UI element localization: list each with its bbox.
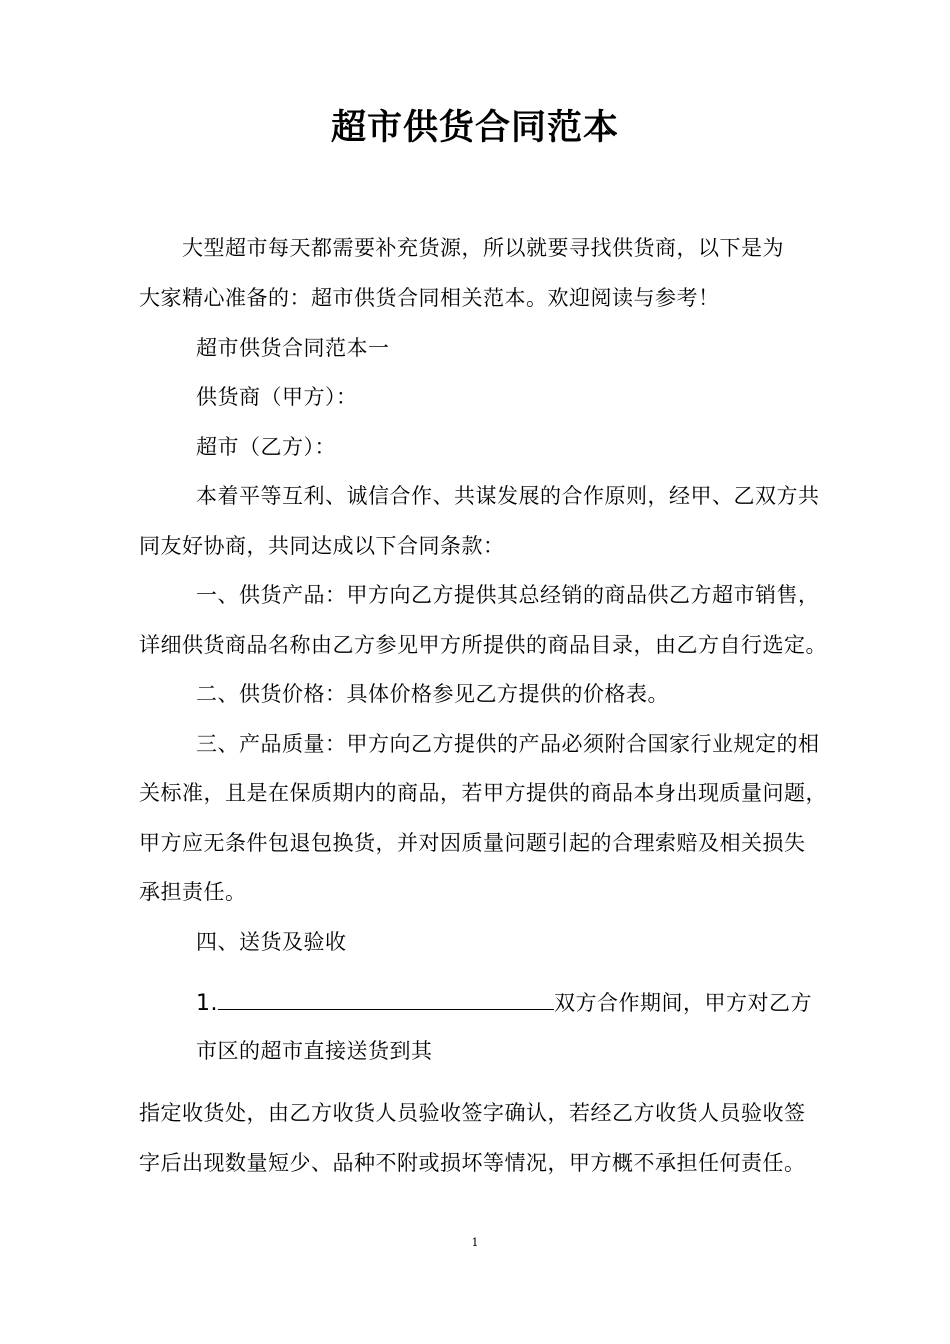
clause-three-line-3: 甲方应无条件包退包换货，并对因质量问题引起的合理索赔及相关损失 — [139, 831, 806, 855]
party-a-label: 供货商（甲方）： — [196, 385, 358, 409]
clause-four-item-1-line-2: 市区的超市直接送货到其 — [196, 1039, 433, 1063]
section-heading: 超市供货合同范本一 — [196, 336, 390, 360]
preamble-line-2: 同友好协商，共同达成以下合同条款： — [139, 534, 505, 558]
item-text: 双方合作期间，甲方对乙方 — [554, 991, 812, 1015]
page-number: 1 — [471, 1236, 479, 1249]
clause-three-line-2: 关标准，且是在保质期内的商品，若甲方提供的商品本身出现质量问题， — [139, 781, 827, 805]
paragraph-intro-line-2: 大家精心准备的：超市供货合同相关范本。欢迎阅读与参考！ — [139, 286, 720, 310]
document-title: 超市供货合同范本 — [330, 108, 619, 148]
clause-one-line-2: 详细供货商品名称由乙方参见甲方所提供的商品目录，由乙方自行选定。 — [139, 633, 827, 657]
clause-four-item-1-line-4: 字后出现数量短少、品种不附或损坏等情况，甲方概不承担任何责任。 — [139, 1151, 806, 1175]
preamble-line-1: 本着平等互利、诚信合作、共谋发展的合作原则，经甲、乙双方共 — [196, 484, 820, 508]
clause-one-line-1: 一、供货产品：甲方向乙方提供其总经销的商品供乙方超市销售， — [196, 583, 820, 607]
clause-three-line-4: 承担责任。 — [139, 880, 247, 904]
clause-four-item-1-line-3: 指定收货处，由乙方收货人员验收签字确认，若经乙方收货人员验收签 — [139, 1101, 806, 1125]
clause-four-heading: 四、送货及验收 — [196, 930, 347, 954]
paragraph-intro-line-1: 大型超市每天都需要补充货源，所以就要寻找供货商，以下是为 — [182, 236, 784, 260]
clause-three-line-1: 三、产品质量：甲方向乙方提供的产品必须附合国家行业规定的相 — [196, 732, 820, 756]
clause-four-item-1 — [196, 987, 812, 1019]
clause-two: 二、供货价格：具体价格参见乙方提供的价格表。 — [196, 682, 669, 706]
party-b-label: 超市（乙方）： — [196, 435, 336, 459]
fill-in-blank — [218, 987, 554, 1010]
item-number: 1. — [196, 991, 218, 1016]
